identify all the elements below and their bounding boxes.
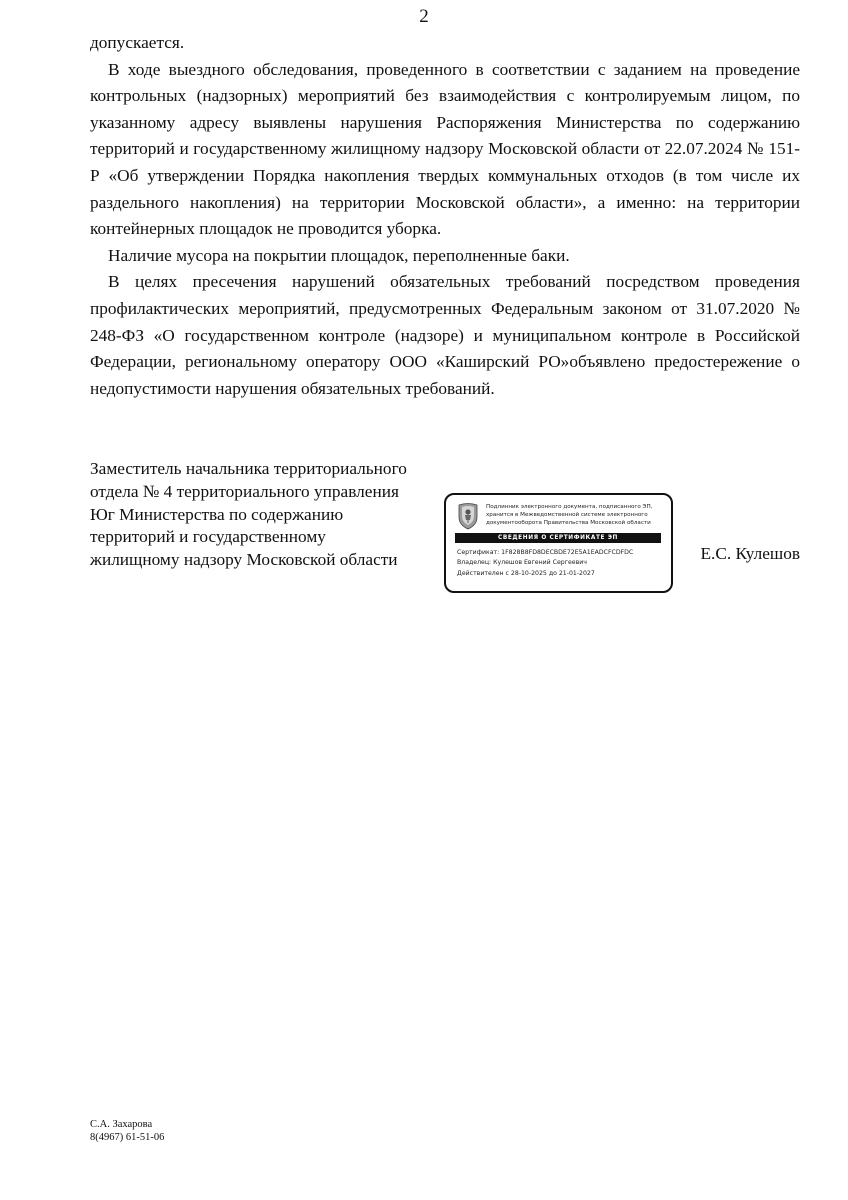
certificate-info-banner: СВЕДЕНИЯ О СЕРТИФИКАТЕ ЭП (455, 533, 661, 543)
document-body (90, 30, 800, 402)
stamp-header-line: документооборота Правительства Московской области (486, 520, 651, 527)
paragraph-warning-issued: В целях пресечения нарушений обязательных требований посредством проведения профилактических мероприятий, предусмотренных Федеральным законом от 31.07.2020 № 248-ФЗ «О государственном контроле (надзоре) и муниципальном контроле в Российской Федерации, региональному оператору ООО «Каширский РО»объявлено предостережение о недопустимости нарушения обязательных требований. (90, 272, 800, 398)
stamp-header (486, 503, 668, 528)
page-number: 2 (419, 6, 429, 27)
signatory-name: Е.С. Кулешов (700, 544, 800, 563)
certificate-owner: Владелец: Кулешов Евгений Сергеевич (457, 559, 587, 567)
certificate-validity: Действителен с 28-10-2025 до 21-01-2027 (457, 569, 595, 577)
stamp-header-line: Подлинник электронного документа, подписанного ЭП, (486, 504, 653, 510)
executor-contact (90, 1118, 164, 1144)
signatory-position-line: Юг Министерства по содержанию (90, 504, 344, 524)
certificate-number: Сертификат: 1F828B8FD8DECBDE72E5A1EADCFCDFDC (457, 549, 634, 556)
signatory-position-line: жилищному надзору Московской области (90, 550, 398, 570)
signatory-position-line: Заместитель начальника территориального (90, 459, 407, 478)
signatory-position (90, 458, 430, 572)
certificate-details (457, 548, 667, 579)
signatory-position-line: территорий и государственному (90, 527, 326, 547)
coat-of-arms-icon (456, 502, 480, 530)
signatory-position-line: отдела № 4 территориального управления (90, 481, 399, 501)
paragraph-inspection-findings: В ходе выездного обследования, проведенного в соответствии с заданием на проведение контрольных (надзорных) мероприятий без взаимодействия с контролируемым лицом, по указанному адресу выявлены нарушения Распоряжения Министерства по содержанию территорий и государственному жилищному надзору Московской области от 22.07.2024 № 151-Р «Об утверждении Порядка накопления твердых коммунальных отходов (в том числе их раздельного накопления) на территории Московской области», а именно: на территории контейнерных площадок не проводится уборка. (90, 59, 800, 239)
electronic-signature-stamp (444, 493, 673, 593)
paragraph-continuation: допускается. (90, 33, 185, 52)
executor-name: С.А. Захарова (90, 1119, 153, 1130)
paragraph-violation-details: Наличие мусора на покрытии площадок, переполненные баки. (108, 245, 570, 265)
stamp-header-line: хранится в Межведомственной системе электронного (486, 512, 648, 519)
executor-phone: 8(4967) 61-51-06 (90, 1132, 165, 1143)
